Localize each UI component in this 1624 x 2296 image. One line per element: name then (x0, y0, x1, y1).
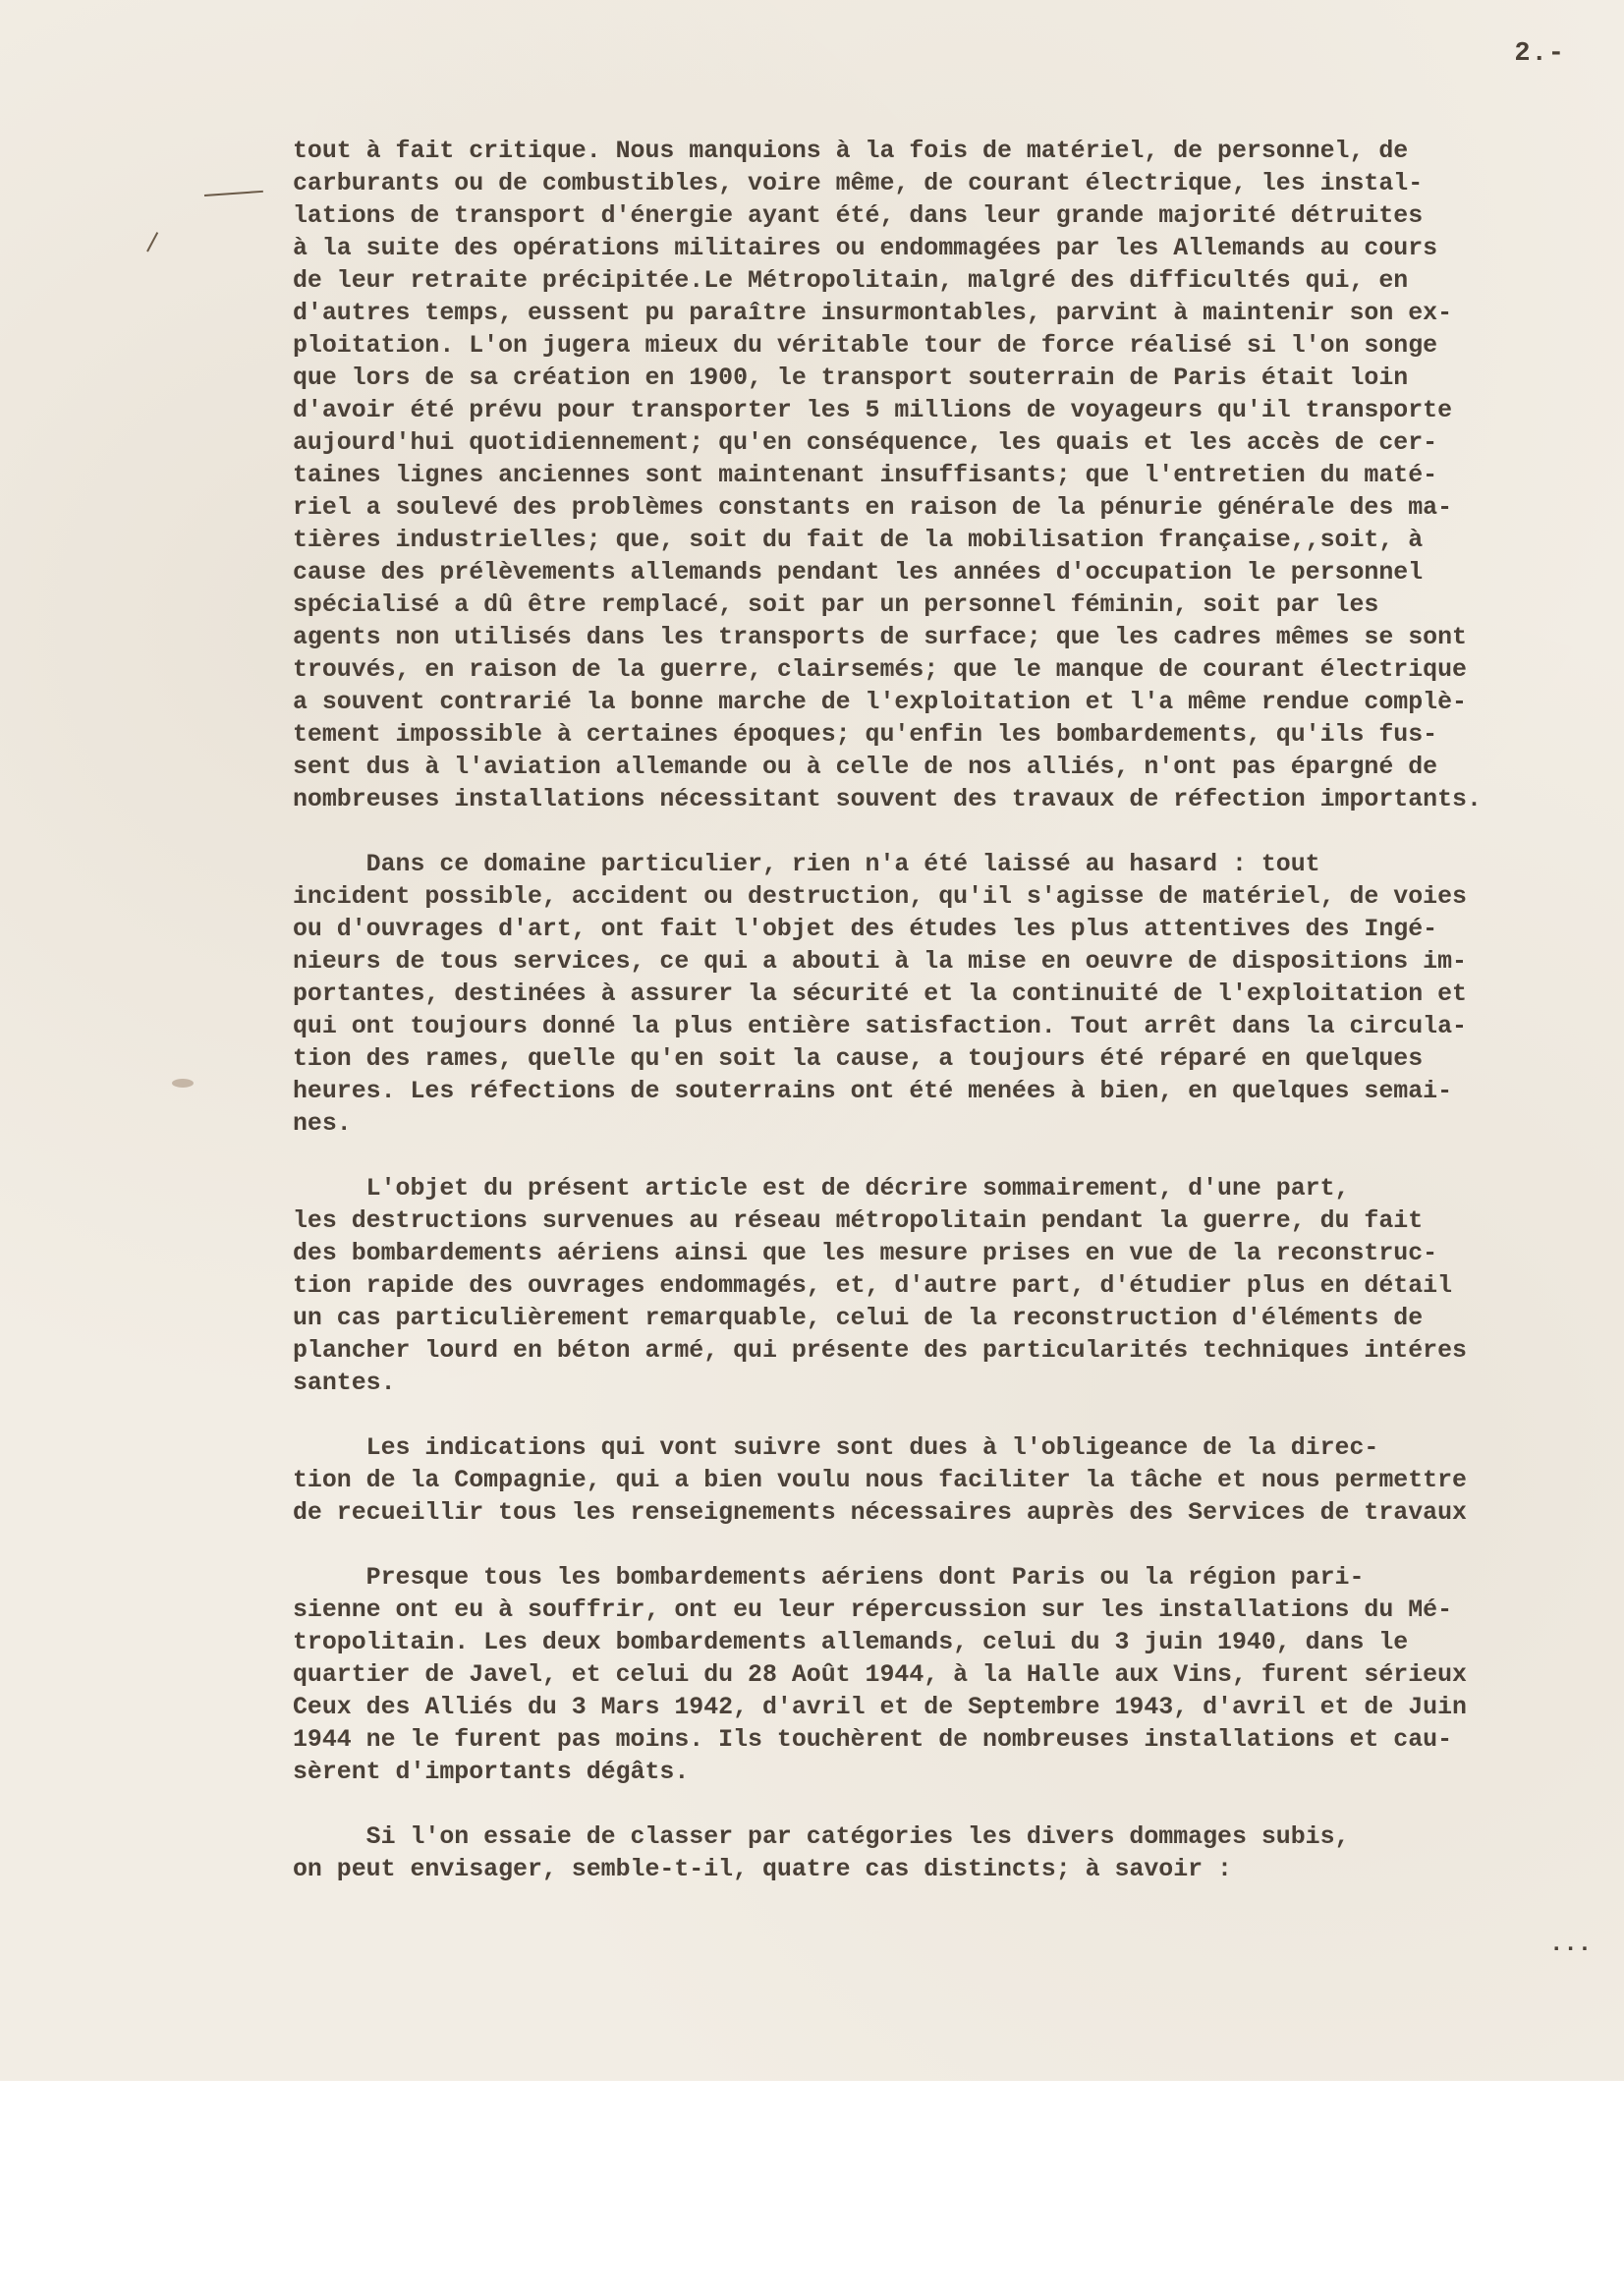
text-line: nieurs de tous services, ce qui a abouti à la mise en oeuvre de dispositions im- (293, 948, 1467, 976)
text-line: carburants ou de combustibles, voire même, de courant électrique, les instal- (293, 170, 1424, 197)
text-line: tières industrielles; que, soit du fait de la mobilisation française,,soit, à (293, 527, 1424, 554)
text-line: tement impossible à certaines époques; qu'enfin les bombardements, qu'ils fus- (293, 721, 1438, 749)
text-line: spécialisé a dû être remplacé, soit par un personnel féminin, soit par les (293, 591, 1379, 619)
text-line: L'objet du présent article est de décrire sommairement, d'une part, (293, 1175, 1350, 1203)
text-line: taines lignes anciennes sont maintenant insuffisants; que l'entretien du maté- (293, 462, 1438, 489)
paragraph (293, 1821, 1614, 1886)
text-line: tropolitain. Les deux bombardements allemands, celui du 3 juin 1940, dans le (293, 1629, 1409, 1656)
text-line: à la suite des opérations militaires ou endommagées par les Allemands au cours (293, 235, 1438, 262)
text-line: ploitation. L'on jugera mieux du véritable tour de force réalisé si l'on songe (293, 332, 1438, 360)
text-line: sent dus à l'aviation allemande ou à celle de nos alliés, n'ont pas épargné de (293, 754, 1438, 781)
paragraph (293, 1432, 1614, 1530)
text-line: Les indications qui vont suivre sont dues à l'obligeance de la direc- (293, 1434, 1379, 1462)
text-line: nombreuses installations nécessitant souvent des travaux de réfection importants. (293, 786, 1482, 813)
text-line: qui ont toujours donné la plus entière satisfaction. Tout arrêt dans la circula- (293, 1013, 1467, 1040)
paragraph (293, 1173, 1614, 1400)
continuation-mark: ... (1549, 1932, 1593, 1958)
text-line: santes. (293, 1370, 396, 1397)
text-line: a souvent contrarié la bonne marche de l'exploitation et l'a même rendue complè- (293, 689, 1467, 716)
text-line: tion de la Compagnie, qui a bien voulu nous faciliter la tâche et nous permettre (293, 1467, 1467, 1494)
text-line: nes. (293, 1110, 352, 1138)
page-number: 2.- (1514, 39, 1565, 69)
ink-stain (172, 1079, 194, 1088)
text-line: 1944 ne le furent pas moins. Ils touchèrent de nombreuses installations et cau- (293, 1726, 1453, 1754)
text-line: ou d'ouvrages d'art, ont fait l'objet des études les plus attentives des Ingé- (293, 916, 1438, 943)
text-line: Ceux des Alliés du 3 Mars 1942, d'avril et de Septembre 1943, d'avril et de Juin (293, 1694, 1467, 1721)
text-line: heures. Les réfections de souterrains ont été menées à bien, en quelques semai- (293, 1078, 1453, 1105)
text-line: plancher lourd en béton armé, qui présente des particularités techniques intéres (293, 1337, 1467, 1365)
text-line: incident possible, accident ou destruction, qu'il s'agisse de matériel, de voies (293, 883, 1467, 911)
text-line: quartier de Javel, et celui du 28 Août 1944, à la Halle aux Vins, furent sérieux (293, 1661, 1467, 1689)
text-line: de recueillir tous les renseignements nécessaires auprès des Services de travaux (293, 1499, 1467, 1527)
paragraph (293, 1562, 1614, 1789)
text-line: sienne ont eu à souffrir, ont eu leur répercussion sur les installations du Mé- (293, 1596, 1453, 1624)
document-body (293, 136, 1614, 1919)
text-line: tion rapide des ouvrages endommagés, et, d'autre part, d'étudier plus en détail (293, 1272, 1453, 1300)
text-line: sèrent d'importants dégâts. (293, 1759, 690, 1786)
text-line: tout à fait critique. Nous manquions à la fois de matériel, de personnel, de (293, 138, 1409, 165)
text-line: que lors de sa création en 1900, le transport souterrain de Paris était loin (293, 364, 1409, 392)
text-line: Si l'on essaie de classer par catégories les divers dommages subis, (293, 1823, 1350, 1851)
text-line: des bombardements aériens ainsi que les mesure prises en vue de la reconstruc- (293, 1240, 1438, 1267)
text-line: les destructions survenues au réseau métropolitain pendant la guerre, du fait (293, 1207, 1424, 1235)
text-line: Presque tous les bombardements aériens dont Paris ou la région pari- (293, 1564, 1365, 1592)
paragraph (293, 136, 1614, 816)
text-line: cause des prélèvements allemands pendant les années d'occupation le personnel (293, 559, 1424, 587)
paragraph (293, 849, 1614, 1141)
text-line: Dans ce domaine particulier, rien n'a été laissé au hasard : tout (293, 851, 1320, 878)
text-line: aujourd'hui quotidiennement; qu'en conséquence, les quais et les accès de cer- (293, 429, 1438, 457)
text-line: trouvés, en raison de la guerre, clairsemés; que le manque de courant électrique (293, 656, 1467, 684)
text-line: d'autres temps, eussent pu paraître insurmontables, parvint à maintenir son ex- (293, 300, 1453, 327)
text-line: d'avoir été prévu pour transporter les 5 millions de voyageurs qu'il transporte (293, 397, 1453, 424)
text-line: un cas particulièrement remarquable, celui de la reconstruction d'éléments de (293, 1305, 1424, 1332)
text-line: riel a soulevé des problèmes constants en raison de la pénurie générale des ma- (293, 494, 1453, 522)
text-line: lations de transport d'énergie ayant été, dans leur grande majorité détruites (293, 202, 1424, 230)
text-line: portantes, destinées à assurer la sécurité et la continuité de l'exploitation et (293, 980, 1467, 1008)
text-line: agents non utilisés dans les transports de surface; que les cadres mêmes se sont (293, 624, 1467, 651)
text-line: on peut envisager, semble-t-il, quatre cas distincts; à savoir : (293, 1856, 1232, 1883)
text-line: de leur retraite précipitée.Le Métropolitain, malgré des difficultés qui, en (293, 267, 1409, 295)
page-background (0, 2081, 1624, 2296)
text-line: tion des rames, quelle qu'en soit la cause, a toujours été réparé en quelques (293, 1045, 1424, 1073)
